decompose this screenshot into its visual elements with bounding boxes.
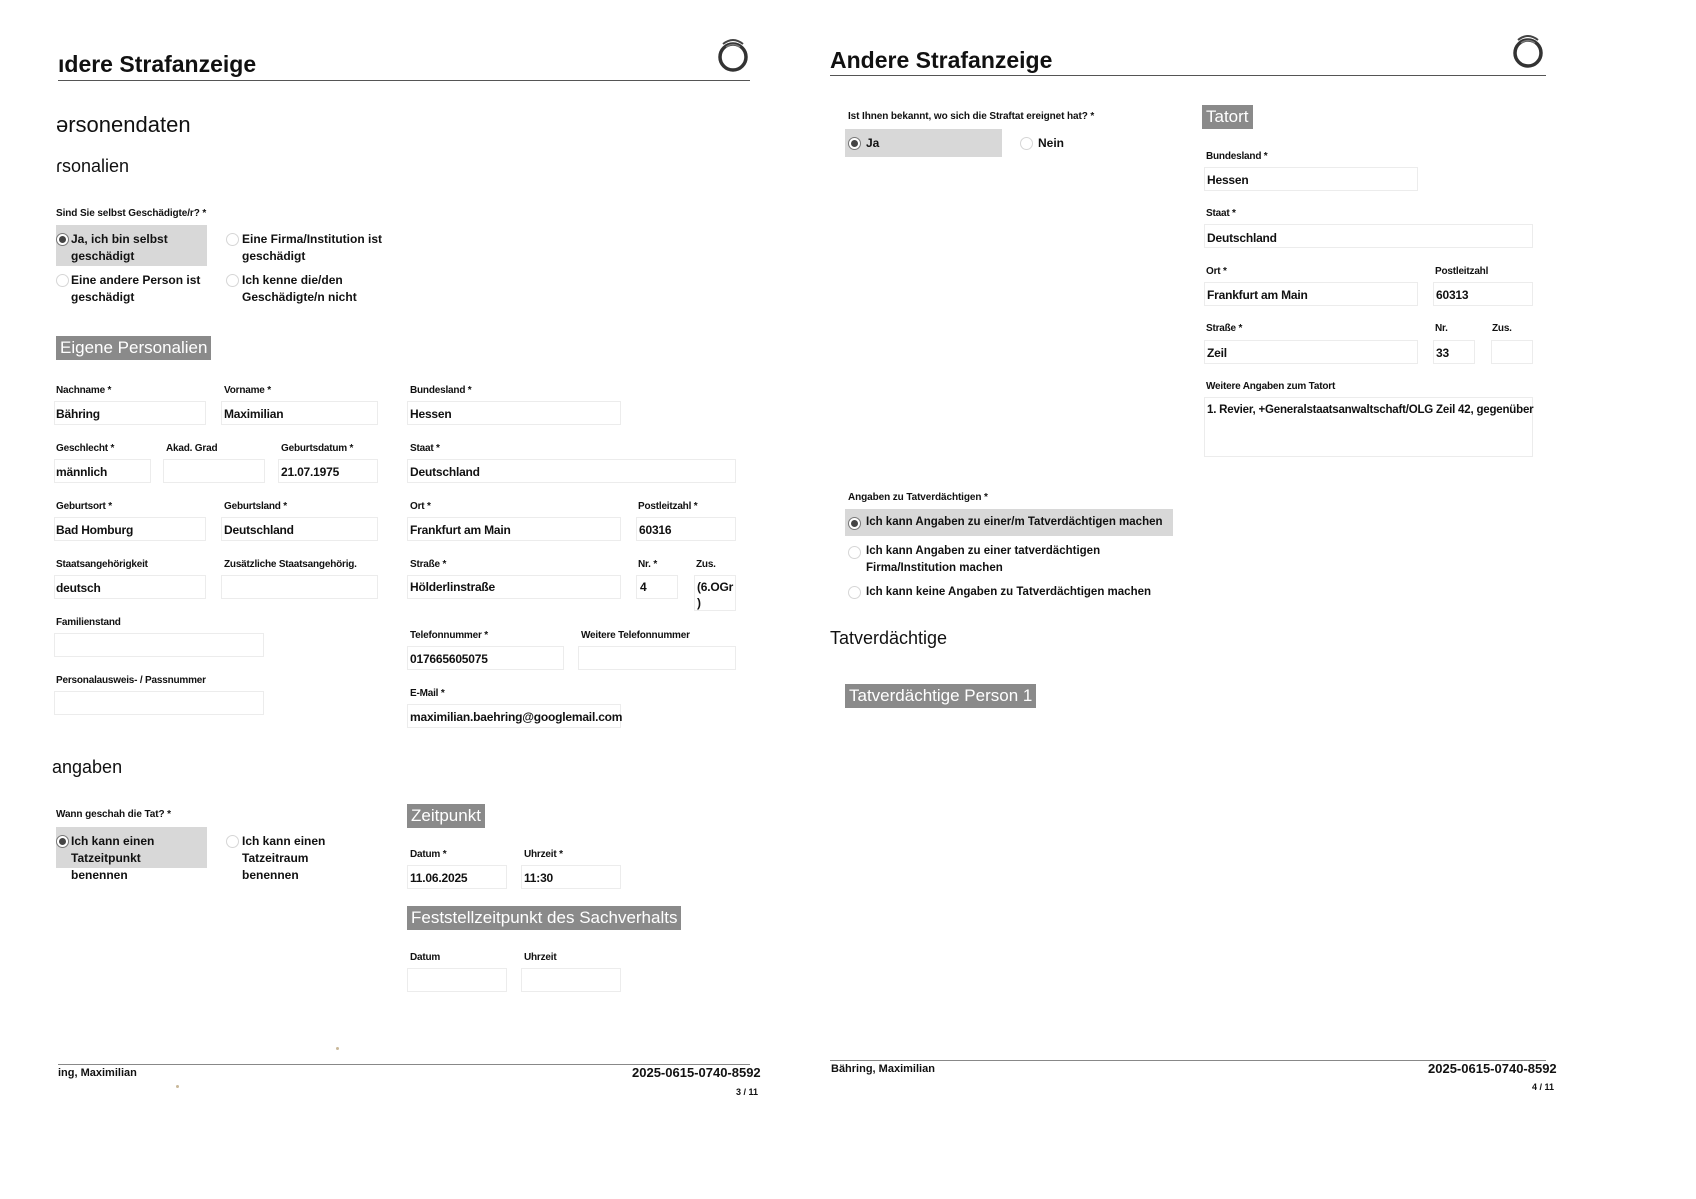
footer-name: ing, Maximilian: [58, 1067, 137, 1079]
value-plz: 60316: [639, 523, 672, 537]
label-nr: Nr. *: [638, 559, 658, 570]
radio-empty-icon[interactable]: [226, 835, 239, 848]
radio-empty-icon[interactable]: [1020, 137, 1033, 150]
scan-speck: [176, 1085, 179, 1088]
radio-selected-icon[interactable]: [848, 137, 861, 150]
tag-eigene-personalien: Eigene Personalien: [56, 336, 211, 360]
label-telefon: Telefonnummer *: [410, 630, 488, 641]
option-ja[interactable]: Ja: [866, 136, 880, 150]
input-zus-staatsang[interactable]: [221, 575, 378, 599]
option-andere-person[interactable]: Eine andere Person ist geschädigt: [71, 273, 201, 304]
header-rule: [830, 75, 1546, 76]
label-bundesland: Bundesland *: [410, 385, 472, 396]
radio-selected-icon[interactable]: [848, 517, 861, 530]
option-keine-angaben[interactable]: Ich kann keine Angaben zu Tatverdächtigen machen: [866, 586, 1152, 598]
footer-name: Bähring, Maximilian: [831, 1063, 935, 1075]
label-ort: Ort *: [410, 501, 431, 512]
label-akad-grad: Akad. Grad: [166, 443, 218, 454]
label-zus-staatsang: Zusätzliche Staatsangehörig.: [224, 559, 357, 570]
tag-feststellzeitpunkt: Feststellzeitpunkt des Sachverhalts: [407, 906, 681, 930]
tag-tatort: Tatort: [1202, 105, 1253, 129]
label-f-uhrzeit: Uhrzeit: [524, 952, 557, 963]
label-uhrzeit: Uhrzeit *: [524, 849, 563, 860]
label-geburtsort: Geburtsort *: [56, 501, 112, 512]
label-bundesland: Bundesland *: [1206, 151, 1268, 162]
value-strasse: Hölderlinstraße: [410, 580, 496, 594]
label-staat: Staat *: [1206, 208, 1236, 219]
section-tatverdaechtige: Tatverdächtige: [830, 628, 948, 648]
section-tatangaben: angaben: [52, 757, 123, 777]
value-uhrzeit: 11:30: [524, 871, 554, 885]
value-staat: Deutschland: [1207, 231, 1277, 245]
label-nr: Nr.: [1435, 323, 1448, 334]
value-nr: 4: [640, 580, 647, 594]
label-zus: Zus.: [696, 559, 716, 570]
page-title: ıdere Strafanzeige: [58, 51, 257, 77]
option-firma[interactable]: Eine Firma/Institution ist geschädigt: [242, 232, 383, 263]
value-weitere-angaben: 1. Revier, +Generalstaatsanwaltschaft/OLG Zeil 42, gegenüber: [1207, 404, 1534, 416]
input-familienstand[interactable]: [54, 633, 264, 657]
question-tatverdaechtige: Angaben zu Tatverdächtigen *: [848, 492, 988, 503]
value-plz: 60313: [1436, 288, 1469, 302]
tag-tatverdaechtige-person-1: Tatverdächtige Person 1: [845, 684, 1036, 708]
option-verdaechtige-firma[interactable]: Ich kann Angaben zu einer tatverdächtigen Firma/Institution machen: [866, 545, 1101, 574]
page-3: [0, 0, 830, 1199]
label-f-datum: Datum: [410, 952, 441, 963]
input-akad-grad[interactable]: [163, 459, 265, 483]
label-email: E-Mail *: [410, 688, 445, 699]
label-ausweis: Personalausweis- / Passnummer: [56, 675, 206, 686]
label-staatsangehoerigkeit: Staatsangehörigkeit: [56, 559, 148, 570]
value-geburtsland: Deutschland: [224, 523, 294, 537]
input-zus[interactable]: [1491, 340, 1533, 364]
label-geburtsdatum: Geburtsdatum *: [281, 443, 354, 454]
option-kenne-nicht[interactable]: Ich kenne die/den Geschädigte/n nicht: [242, 273, 357, 304]
header-rule: [58, 80, 750, 81]
option-ja-selbst[interactable]: Ja, ich bin selbst geschädigt: [71, 232, 168, 263]
page-4: [830, 0, 1696, 1199]
police-logo-icon: [716, 34, 750, 72]
value-geschlecht: männlich: [56, 465, 108, 479]
label-weitere-telefon: Weitere Telefonnummer: [581, 630, 690, 641]
police-logo-icon: [1511, 30, 1545, 68]
label-nachname: Nachname *: [56, 385, 112, 396]
footer-case-number: 2025-0615-0740-8592: [632, 1065, 761, 1080]
radio-empty-icon[interactable]: [56, 274, 69, 287]
label-strasse: Straße *: [410, 559, 447, 570]
section-personalien: ɾsonalien: [56, 156, 130, 176]
value-geburtsdatum: 21.07.1975: [281, 465, 340, 479]
scan-speck: [336, 1047, 339, 1050]
input-strasse-box[interactable]: [1204, 340, 1418, 364]
label-datum: Datum *: [410, 849, 447, 860]
value-ort: Frankfurt am Main: [410, 523, 511, 537]
page-title: Andere Strafanzeige: [830, 47, 1053, 73]
radio-empty-icon[interactable]: [226, 233, 239, 246]
value-zus: (6.OGr ): [697, 580, 734, 610]
question-geschaedigt: Sind Sie selbst Geschädigte/r? *: [56, 208, 207, 219]
value-vorname: Maximilian: [224, 407, 284, 421]
radio-empty-icon[interactable]: [848, 586, 861, 599]
option-tatzeitpunkt[interactable]: Ich kann einen Tatzeitpunkt benennen: [71, 834, 155, 882]
radio-selected-icon[interactable]: [56, 835, 69, 848]
question-wann: Wann geschah die Tat? *: [56, 809, 171, 820]
label-ort: Ort *: [1206, 266, 1227, 277]
label-weitere-angaben: Weitere Angaben zum Tatort: [1206, 381, 1336, 392]
value-nr: 33: [1436, 346, 1449, 360]
tag-zeitpunkt: Zeitpunkt: [407, 804, 485, 828]
input-weitere-telefon[interactable]: [578, 646, 736, 670]
radio-empty-icon[interactable]: [226, 274, 239, 287]
page-number: 3 / 11: [736, 1087, 759, 1097]
label-geburtsland: Geburtsland *: [224, 501, 287, 512]
value-email: maximilian.baehring@googlemail.com: [410, 710, 623, 724]
value-geburtsort: Bad Homburg: [56, 523, 134, 537]
label-vorname: Vorname *: [224, 385, 271, 396]
option-tatzeitraum[interactable]: Ich kann einen Tatzeitraum benennen: [242, 834, 326, 882]
value-bundesland: Hessen: [1207, 173, 1249, 187]
value-bundesland: Hessen: [410, 407, 452, 421]
radio-selected-icon[interactable]: [56, 233, 69, 246]
value-strasse: Zeil: [1207, 346, 1227, 360]
footer-case-number: 2025-0615-0740-8592: [1428, 1061, 1557, 1076]
label-familienstand: Familienstand: [56, 617, 121, 628]
value-staat: Deutschland: [410, 465, 480, 479]
label-geschlecht: Geschlecht *: [56, 443, 115, 454]
section-personendaten: ərsonendaten: [56, 112, 191, 137]
label-plz: Postleitzahl: [1435, 266, 1489, 277]
question-tatort-bekannt: Ist Ihnen bekannt, wo sich die Straftat ereignet hat? *: [848, 111, 1095, 122]
option-verdaechtige-person[interactable]: Ich kann Angaben zu einer/m Tatverdächtigen machen: [866, 516, 1163, 528]
label-plz: Postleitzahl *: [638, 501, 698, 512]
value-ort: Frankfurt am Main: [1207, 288, 1308, 302]
input-f-datum[interactable]: [407, 968, 507, 992]
label-staat: Staat *: [410, 443, 440, 454]
input-ausweis[interactable]: [54, 691, 264, 715]
option-nein[interactable]: Nein: [1038, 136, 1065, 150]
input-f-uhrzeit[interactable]: [521, 968, 621, 992]
radio-empty-icon[interactable]: [848, 546, 861, 559]
label-strasse: Straße *: [1206, 323, 1243, 334]
value-staatsangehoerigkeit: deutsch: [56, 581, 101, 595]
page-number: 4 / 11: [1532, 1082, 1555, 1092]
value-nachname: Bähring: [56, 407, 100, 421]
value-telefon: 017665605075: [410, 652, 488, 666]
value-datum: 11.06.2025: [410, 871, 468, 885]
label-zus: Zus.: [1492, 323, 1512, 334]
